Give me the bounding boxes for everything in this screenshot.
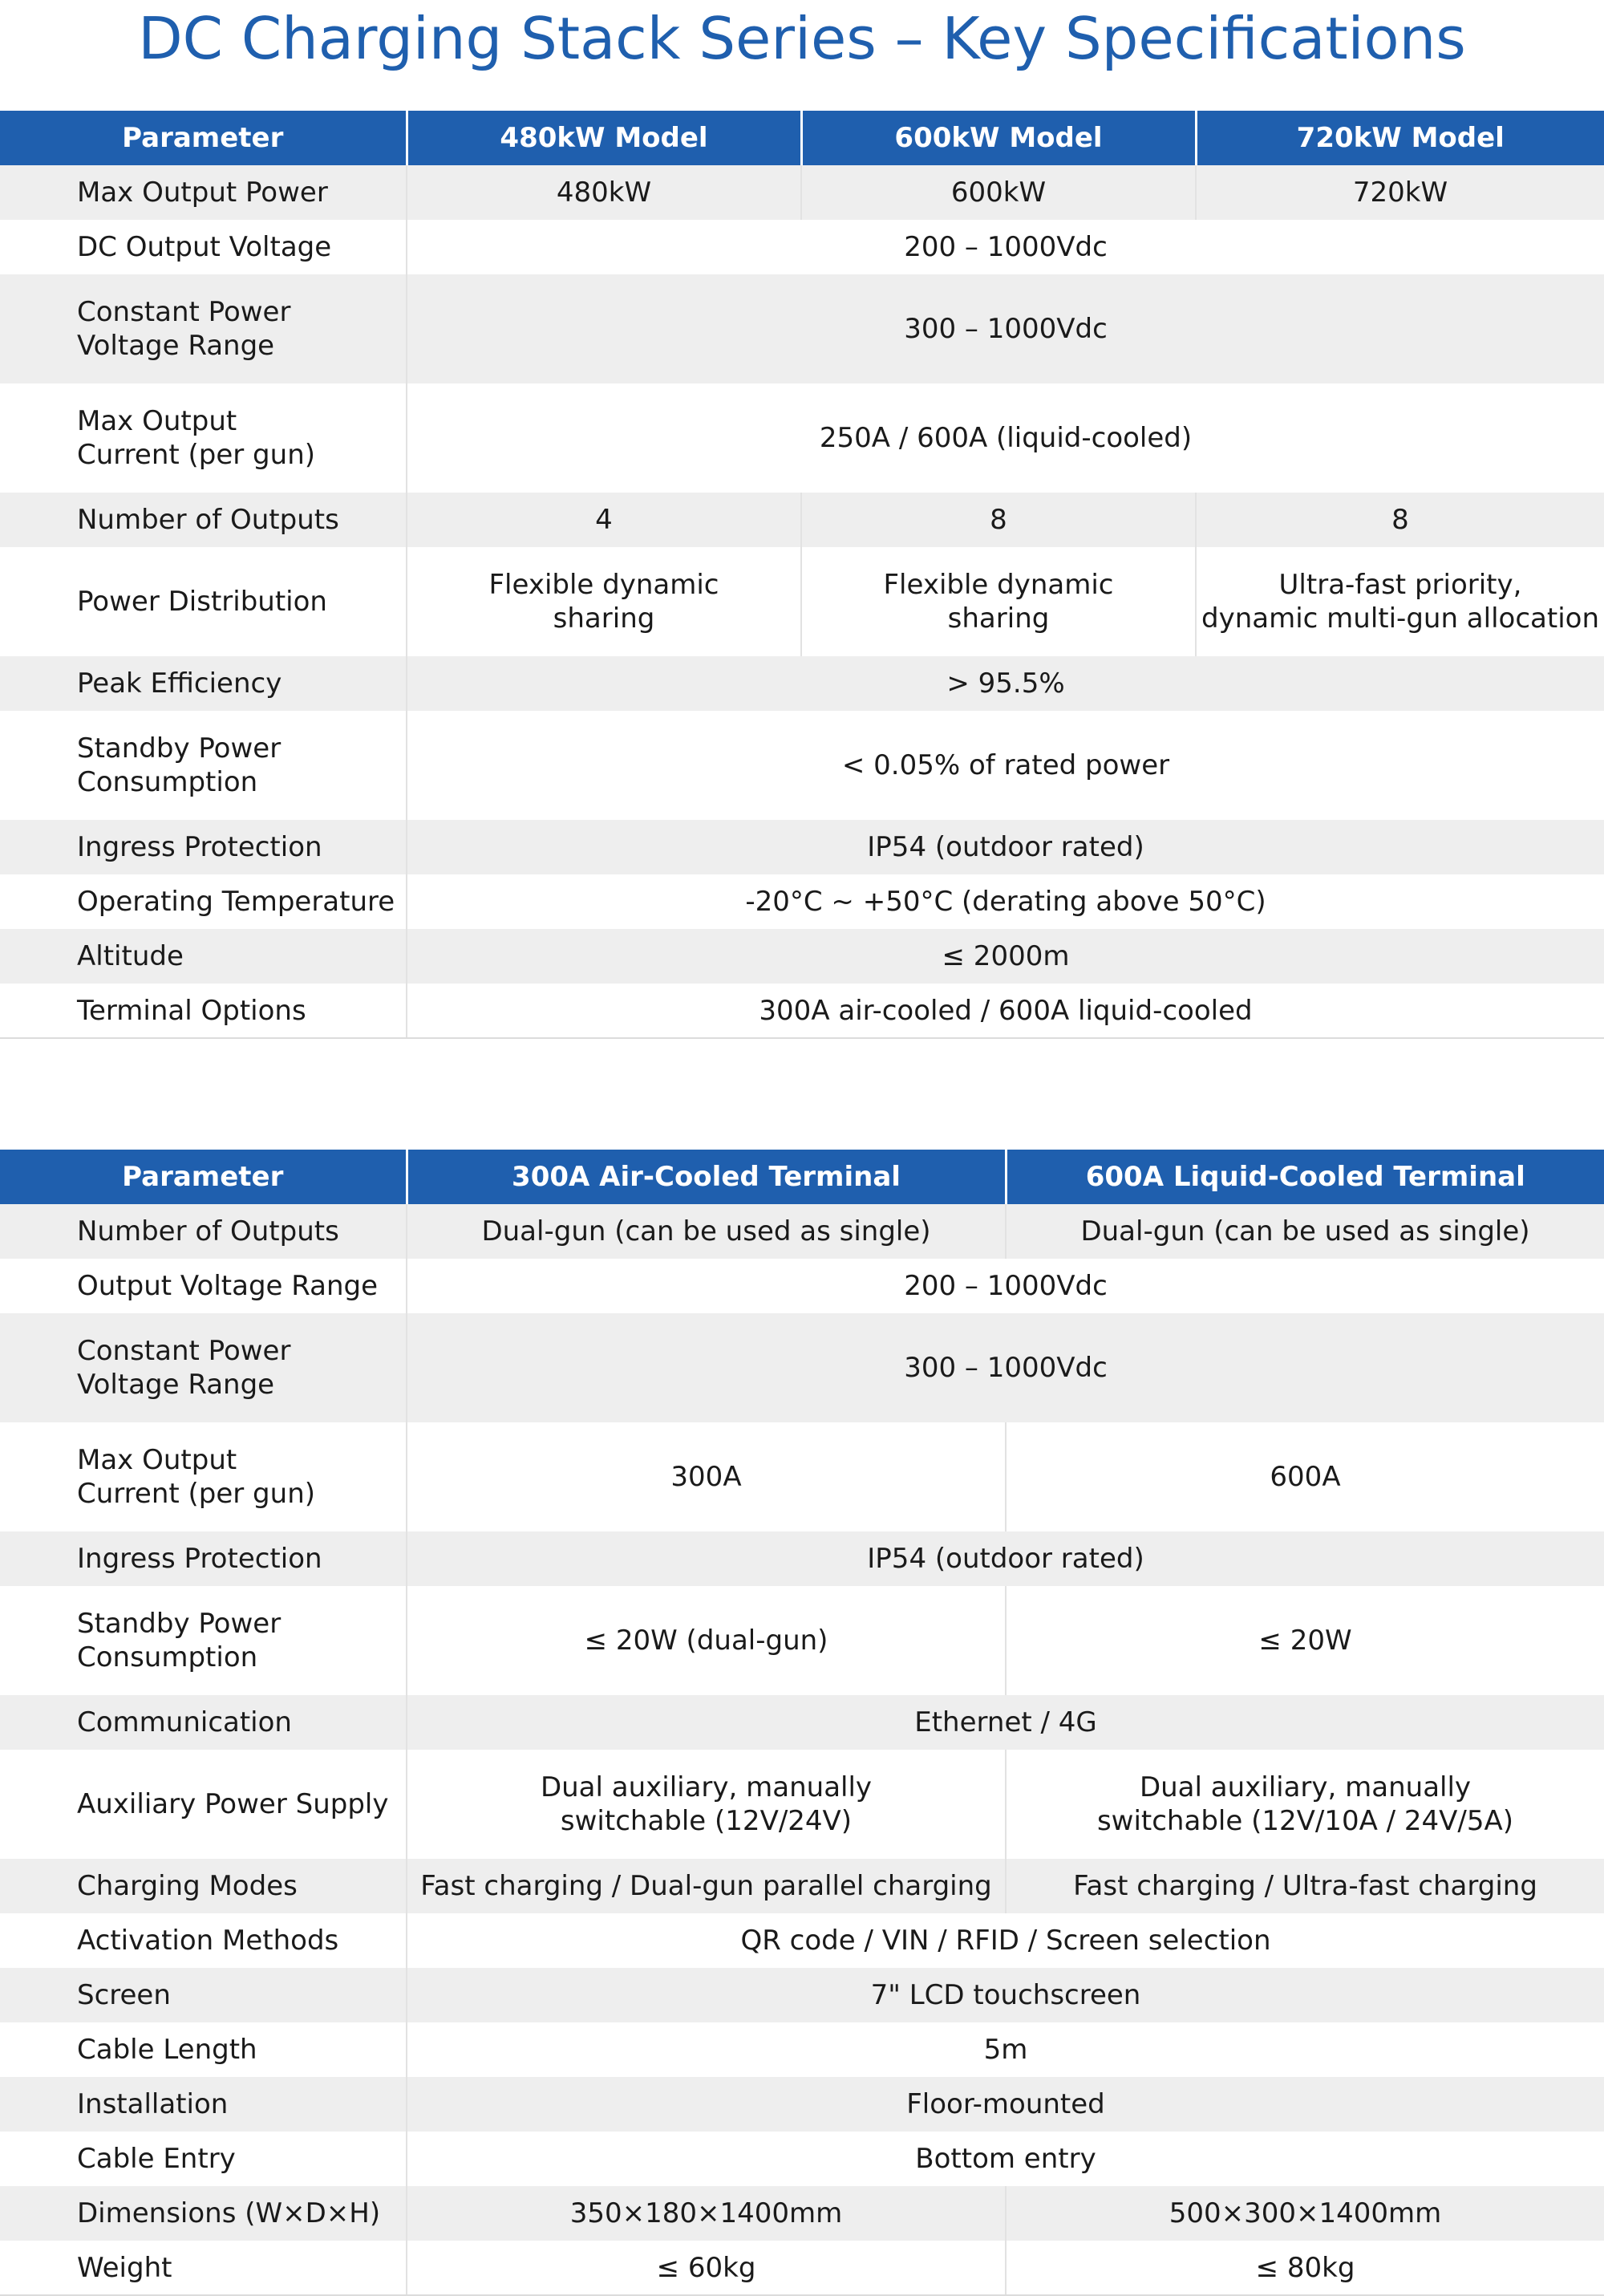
parameter-cell: Charging Modes [0, 1859, 407, 1913]
table-row [0, 820, 1604, 874]
header-parameter: Parameter [0, 1150, 407, 1204]
value-cell-merged: 5m [407, 2022, 1604, 2077]
value-cell: 600kW [801, 165, 1196, 220]
value-cell: 8 [1196, 493, 1604, 547]
table-row [0, 2077, 1604, 2132]
parameter-cell: Max Output Current (per gun) [77, 1444, 316, 1510]
charging-stack-spec-table [0, 111, 1604, 1039]
table-row [0, 711, 1604, 820]
value-cell-merged: Bottom entry [407, 2132, 1604, 2186]
value-cell: 720kW [1196, 165, 1604, 220]
value-cell: Fast charging / Dual-gun parallel charging [407, 1859, 1006, 1913]
value-cell: 500×300×1400mm [1006, 2186, 1604, 2241]
table-row [0, 1750, 1604, 1859]
value-cell-merged: 200 – 1000Vdc [407, 220, 1604, 274]
parameter-cell: Dimensions (W×D×H) [0, 2186, 407, 2241]
parameter-cell: Terminal Options [0, 984, 407, 1038]
value-cell-merged: > 95.5% [407, 656, 1604, 711]
header-480kw-model: 480kW Model [407, 111, 801, 165]
table-row [0, 1913, 1604, 1968]
table-row [0, 1204, 1604, 1259]
parameter-cell: Activation Methods [77, 1925, 339, 1957]
table-row [0, 165, 1604, 220]
parameter-cell: Auxiliary Power Supply [77, 1788, 389, 1820]
page-title: DC Charging Stack Series – Key Specifications [138, 5, 1466, 72]
table-row [0, 1531, 1604, 1586]
parameter-cell: Output Voltage Range [77, 1270, 379, 1302]
parameter-cell: Max Output Power [0, 165, 407, 220]
value-cell-merged: 300 – 1000Vdc [407, 1313, 1604, 1422]
parameter-cell: Screen [0, 1968, 407, 2022]
table-row [0, 1859, 1604, 1913]
table-row [0, 2186, 1604, 2241]
parameter-cell: Peak Efficiency [0, 656, 407, 711]
value-cell-merged: -20°C ~ +50°C (derating above 50°C) [407, 874, 1604, 929]
parameter-cell: Standby Power Consumption [77, 732, 282, 798]
header-600a-liquid-cooled-terminal: 600A Liquid-Cooled Terminal [1006, 1150, 1604, 1204]
value-cell-merged: Floor-mounted [407, 2077, 1604, 2132]
table-header-row [0, 111, 1604, 165]
header-720kw-model: 720kW Model [1196, 111, 1604, 165]
value-cell-merged: < 0.05% of rated power [407, 711, 1604, 820]
table-row [0, 1422, 1604, 1531]
value-cell: Ultra-fast priority, dynamic multi-gun allocation [1196, 547, 1604, 656]
parameter-cell: Number of Outputs [0, 493, 407, 547]
parameter-cell: Max Output Current (per gun) [77, 405, 316, 471]
parameter-cell: Ingress Protection [0, 820, 407, 874]
value-cell: Dual-gun (can be used as single) [1006, 1204, 1604, 1259]
table-row [0, 1259, 1604, 1313]
table-row [0, 1968, 1604, 2022]
value-cell: ≤ 80kg [1006, 2241, 1604, 2295]
header-600kw-model: 600kW Model [801, 111, 1196, 165]
value-cell-merged: 300 – 1000Vdc [407, 274, 1604, 383]
value-cell: Dual auxiliary, manually switchable (12V/10A / 24V/5A) [1006, 1750, 1604, 1859]
value-cell: ≤ 20W [1006, 1586, 1604, 1695]
table-row [0, 984, 1604, 1038]
parameter-cell: Cable Length [77, 2034, 257, 2066]
value-cell: Flexible dynamic sharing [407, 547, 801, 656]
parameter-cell: Installation [0, 2077, 407, 2132]
value-cell: 300A [407, 1422, 1006, 1531]
table-row [0, 1695, 1604, 1750]
table-row [0, 2022, 1604, 2077]
value-cell: 480kW [407, 165, 801, 220]
parameter-cell: Altitude [0, 929, 407, 984]
header-300a-air-cooled-terminal: 300A Air-Cooled Terminal [407, 1150, 1006, 1204]
parameter-cell: Number of Outputs [0, 1204, 407, 1259]
table-header-row [0, 1150, 1604, 1204]
parameter-cell: DC Output Voltage [77, 231, 332, 263]
value-cell: 350×180×1400mm [407, 2186, 1006, 2241]
table-row [0, 874, 1604, 929]
parameter-cell: Ingress Protection [0, 1531, 407, 1586]
value-cell-merged: 300A air-cooled / 600A liquid-cooled [407, 984, 1604, 1038]
terminal-spec-table [0, 1150, 1604, 2296]
value-cell-merged: ≤ 2000m [407, 929, 1604, 984]
value-cell: Dual auxiliary, manually switchable (12V/24V) [407, 1750, 1006, 1859]
table-row [0, 929, 1604, 984]
table-row [0, 1313, 1604, 1422]
table-row [0, 274, 1604, 383]
value-cell: 600A [1006, 1422, 1604, 1531]
table-row [0, 493, 1604, 547]
parameter-cell: Weight [0, 2241, 407, 2295]
table-row [0, 656, 1604, 711]
table-row [0, 220, 1604, 274]
table-row [0, 383, 1604, 493]
table-row [0, 2132, 1604, 2186]
value-cell-merged: QR code / VIN / RFID / Screen selection [407, 1913, 1604, 1968]
table-row [0, 547, 1604, 656]
value-cell-merged: 200 – 1000Vdc [407, 1259, 1604, 1313]
value-cell: ≤ 60kg [407, 2241, 1006, 2295]
table-row [0, 2241, 1604, 2295]
value-cell: Fast charging / Ultra-fast charging [1006, 1859, 1604, 1913]
value-cell-merged: 7" LCD touchscreen [407, 1968, 1604, 2022]
value-cell: Flexible dynamic sharing [801, 547, 1196, 656]
value-cell: Dual-gun (can be used as single) [407, 1204, 1006, 1259]
parameter-cell: Constant Power Voltage Range [0, 274, 407, 383]
value-cell-merged: IP54 (outdoor rated) [407, 820, 1604, 874]
value-cell-merged: IP54 (outdoor rated) [407, 1531, 1604, 1586]
parameter-cell: Power Distribution [77, 586, 327, 618]
value-cell: 4 [407, 493, 801, 547]
parameter-cell: Operating Temperature [77, 886, 395, 918]
parameter-cell: Standby Power Consumption [77, 1608, 282, 1673]
value-cell: 8 [801, 493, 1196, 547]
value-cell: ≤ 20W (dual-gun) [407, 1586, 1006, 1695]
parameter-cell: Cable Entry [77, 2143, 236, 2175]
parameter-cell: Communication [0, 1695, 407, 1750]
value-cell-merged: 250A / 600A (liquid-cooled) [407, 383, 1604, 493]
header-parameter: Parameter [0, 111, 407, 165]
parameter-cell: Constant Power Voltage Range [0, 1313, 407, 1422]
value-cell-merged: Ethernet / 4G [407, 1695, 1604, 1750]
table-row [0, 1586, 1604, 1695]
